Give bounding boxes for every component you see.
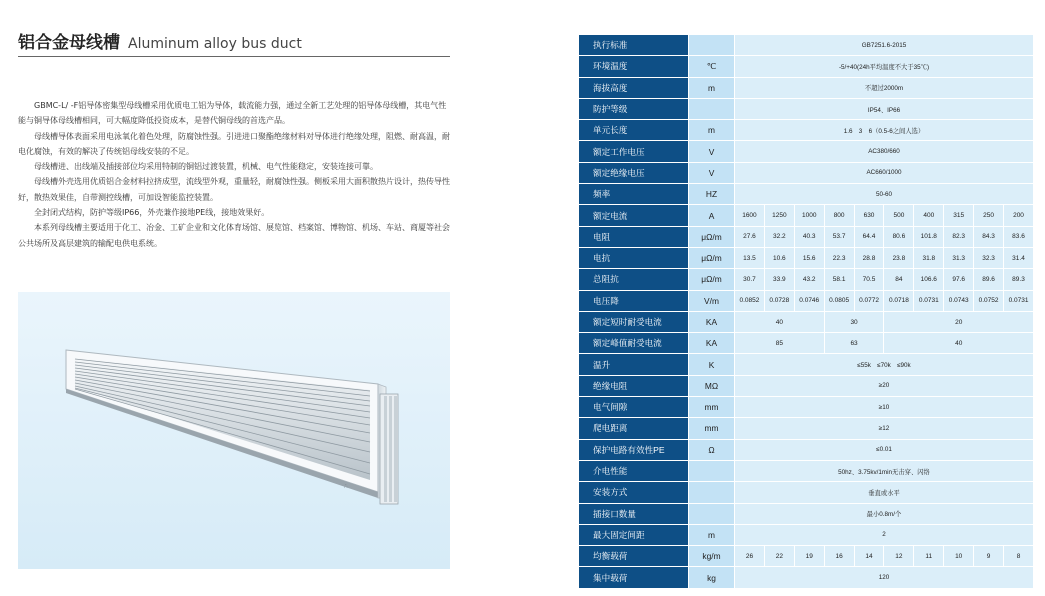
title-chinese: 铝合金母线槽 xyxy=(18,33,120,53)
spec-cell: 1250 xyxy=(764,205,794,226)
spec-row xyxy=(579,77,1034,98)
spec-cell: 200 xyxy=(1004,205,1034,226)
spec-cell: 1000 xyxy=(794,205,824,226)
spec-name: 均衡载荷 xyxy=(579,546,689,567)
spec-unit: KA xyxy=(689,311,735,332)
spec-cell: 53.7 xyxy=(824,226,854,247)
spec-value: ≥12 xyxy=(735,418,1034,439)
spec-name: 总阻抗 xyxy=(579,269,689,290)
spec-name: 爬电距离 xyxy=(579,418,689,439)
spec-name: 介电性能 xyxy=(579,460,689,481)
description-paragraph: 本系列母线槽主要适用于化工、冶金、工矿企业和文化体育场馆、展览馆、档案馆、博物馆、机场、车站、商厦等社会公共场所及高层建筑的输配电供电系统。 xyxy=(18,223,450,248)
spec-unit: A xyxy=(689,205,735,226)
spec-cell: 40.3 xyxy=(794,226,824,247)
spec-cell: 80.6 xyxy=(884,226,914,247)
spec-row xyxy=(579,56,1034,77)
spec-value: 最小0.8m/个 xyxy=(735,503,1034,524)
spec-cell: 500 xyxy=(884,205,914,226)
spec-cell: 0.0772 xyxy=(854,290,884,311)
spec-row xyxy=(579,35,1034,56)
spec-value: 不超过2000m xyxy=(735,77,1034,98)
spec-name: 安装方式 xyxy=(579,482,689,503)
description-paragraph: 全封闭式结构，防护等级IP66，外壳兼作接地PE线，接地效果好。 xyxy=(34,208,270,218)
spec-cell: 89.3 xyxy=(1004,269,1034,290)
spec-name: 电压降 xyxy=(579,290,689,311)
spec-row xyxy=(579,524,1034,545)
spec-row xyxy=(579,503,1034,524)
spec-cell: 63 xyxy=(824,333,884,354)
spec-unit: kg/m xyxy=(689,546,735,567)
spec-value: IP54、IP66 xyxy=(735,98,1034,119)
spec-row xyxy=(579,333,1034,354)
spec-cell: 0.0852 xyxy=(735,290,765,311)
spec-cell: 31.3 xyxy=(944,247,974,268)
spec-cell: 8 xyxy=(1004,546,1034,567)
spec-cell: 22 xyxy=(764,546,794,567)
description-paragraph: 母线槽导体表面采用电泳氧化着色处理，防腐蚀性强。引进进口聚酯绝缘材料对导体进行绝缘处理，阻燃、耐高温，耐电化腐蚀，有效的解决了传统铝母线安装的不足。 xyxy=(18,131,450,156)
spec-value: 50hz、3.75kv/1min无击穿、闪络 xyxy=(735,460,1034,481)
spec-cell: 31.4 xyxy=(1004,247,1034,268)
spec-cell: 84 xyxy=(884,269,914,290)
spec-cell: 97.6 xyxy=(944,269,974,290)
spec-cell: 800 xyxy=(824,205,854,226)
title-english: Aluminum alloy bus duct xyxy=(128,36,302,52)
spec-name: 电抗 xyxy=(579,247,689,268)
spec-cell: 84.3 xyxy=(974,226,1004,247)
spec-value: AC660/1000 xyxy=(735,162,1034,183)
spec-name: 频率 xyxy=(579,184,689,205)
spec-value: 1.6 3 6（0.5-6之间人选） xyxy=(735,120,1034,141)
spec-cell: 32.3 xyxy=(974,247,1004,268)
spec-name: 插接口数量 xyxy=(579,503,689,524)
photo-logo: ∴ xyxy=(344,483,348,490)
spec-name: 额定峰值耐受电流 xyxy=(579,333,689,354)
spec-table-body xyxy=(579,35,1034,589)
page-title xyxy=(18,28,302,53)
spec-cell: 0.0728 xyxy=(764,290,794,311)
spec-unit xyxy=(689,98,735,119)
spec-unit: Ω xyxy=(689,439,735,460)
spec-cell: 0.0805 xyxy=(824,290,854,311)
spec-unit: mm xyxy=(689,418,735,439)
spec-unit: μΩ/m xyxy=(689,226,735,247)
spec-row xyxy=(579,397,1034,418)
spec-cell: 23.8 xyxy=(884,247,914,268)
spec-value: ≥20 xyxy=(735,375,1034,396)
spec-row xyxy=(579,184,1034,205)
spec-value: -5/+40(24h平均温度不大于35℃) xyxy=(735,56,1034,77)
spec-row xyxy=(579,162,1034,183)
spec-row xyxy=(579,546,1034,567)
spec-cell: 16 xyxy=(824,546,854,567)
spec-value: 120 xyxy=(735,567,1034,588)
spec-row xyxy=(579,439,1034,460)
spec-cell: 0.0731 xyxy=(914,290,944,311)
spec-row xyxy=(579,354,1034,375)
spec-cell: 32.2 xyxy=(764,226,794,247)
spec-unit: KA xyxy=(689,333,735,354)
spec-cell: 315 xyxy=(944,205,974,226)
spec-name: 防护等级 xyxy=(579,98,689,119)
spec-name: 额定绝缘电压 xyxy=(579,162,689,183)
spec-unit: μΩ/m xyxy=(689,269,735,290)
spec-cell: 30 xyxy=(824,311,884,332)
spec-name: 额定工作电压 xyxy=(579,141,689,162)
spec-cell: 10.6 xyxy=(764,247,794,268)
spec-name: 电阻 xyxy=(579,226,689,247)
spec-unit: mm xyxy=(689,397,735,418)
spec-cell: 0.0752 xyxy=(974,290,1004,311)
spec-row xyxy=(579,460,1034,481)
spec-unit: K xyxy=(689,354,735,375)
spec-value: 50-60 xyxy=(735,184,1034,205)
spec-cell: 22.3 xyxy=(824,247,854,268)
spec-name: 保护电路有效性PE xyxy=(579,439,689,460)
spec-value: 2 xyxy=(735,524,1034,545)
spec-value: ≥10 xyxy=(735,397,1034,418)
spec-cell: 15.6 xyxy=(794,247,824,268)
description-paragraph: GBMC-L/ -F铝导体密集型母线槽采用优质电工铝为导体，载流能力强，通过全新工艺处理的铝导体母线槽，其电气性能与铜导体母线槽相同，可大幅度降低投资成本，是替代铜母线的首选产品。 xyxy=(18,101,447,126)
spec-unit: ℃ xyxy=(689,56,735,77)
spec-name: 海拔高度 xyxy=(579,77,689,98)
spec-unit: kg xyxy=(689,567,735,588)
spec-cell: 12 xyxy=(884,546,914,567)
spec-value: ≤55k ≤70k ≤90k xyxy=(735,354,1034,375)
spec-row xyxy=(579,375,1034,396)
spec-cell: 0.0743 xyxy=(944,290,974,311)
spec-cell: 250 xyxy=(974,205,1004,226)
spec-unit: V/m xyxy=(689,290,735,311)
spec-cell: 10 xyxy=(944,546,974,567)
description-paragraph: 母线槽进、出线端及插接部位均采用特制的铜铝过渡装置，机械、电气性能稳定，安装连接可靠。 xyxy=(34,162,378,172)
spec-cell: 9 xyxy=(974,546,1004,567)
spec-cell: 70.5 xyxy=(854,269,884,290)
spec-unit: μΩ/m xyxy=(689,247,735,268)
spec-cell: 20 xyxy=(884,311,1034,332)
spec-unit xyxy=(689,503,735,524)
spec-name: 执行标准 xyxy=(579,35,689,56)
spec-cell: 0.0718 xyxy=(884,290,914,311)
spec-value: GB7251.6-2015 xyxy=(735,35,1034,56)
spec-row xyxy=(579,98,1034,119)
spec-unit xyxy=(689,460,735,481)
spec-cell: 40 xyxy=(884,333,1034,354)
spec-name: 电气间隙 xyxy=(579,397,689,418)
spec-cell: 28.8 xyxy=(854,247,884,268)
spec-value: 垂直或水平 xyxy=(735,482,1034,503)
bus-duct-illustration xyxy=(18,292,450,569)
spec-cell: 26 xyxy=(735,546,765,567)
spec-cell: 101.8 xyxy=(914,226,944,247)
spec-cell: 11 xyxy=(914,546,944,567)
spec-cell: 40 xyxy=(735,311,825,332)
spec-unit: V xyxy=(689,141,735,162)
spec-row xyxy=(579,247,1034,268)
spec-unit: V xyxy=(689,162,735,183)
spec-name: 额定电流 xyxy=(579,205,689,226)
spec-unit: m xyxy=(689,77,735,98)
spec-name: 额定短时耐受电流 xyxy=(579,311,689,332)
spec-cell: 27.6 xyxy=(735,226,765,247)
spec-cell: 400 xyxy=(914,205,944,226)
spec-row xyxy=(579,205,1034,226)
spec-name: 集中载荷 xyxy=(579,567,689,588)
spec-value: AC380/660 xyxy=(735,141,1034,162)
spec-cell: 64.4 xyxy=(854,226,884,247)
spec-name: 温升 xyxy=(579,354,689,375)
spec-cell: 630 xyxy=(854,205,884,226)
title-divider xyxy=(18,56,450,57)
bus-duct-photo xyxy=(18,292,450,569)
spec-row xyxy=(579,311,1034,332)
spec-row xyxy=(579,482,1034,503)
spec-unit xyxy=(689,35,735,56)
spec-cell: 83.6 xyxy=(1004,226,1034,247)
spec-cell: 82.3 xyxy=(944,226,974,247)
spec-cell: 58.1 xyxy=(824,269,854,290)
spec-cell: 0.0746 xyxy=(794,290,824,311)
spec-unit: MΩ xyxy=(689,375,735,396)
spec-row xyxy=(579,226,1034,247)
spec-table xyxy=(578,34,1034,589)
spec-name: 最大固定间距 xyxy=(579,524,689,545)
product-description xyxy=(18,98,450,251)
spec-name: 绝缘电阻 xyxy=(579,375,689,396)
spec-cell: 19 xyxy=(794,546,824,567)
spec-cell: 0.0731 xyxy=(1004,290,1034,311)
spec-row xyxy=(579,269,1034,290)
spec-cell: 30.7 xyxy=(735,269,765,290)
spec-row xyxy=(579,120,1034,141)
spec-value: ≤0.01 xyxy=(735,439,1034,460)
spec-cell: 31.8 xyxy=(914,247,944,268)
spec-cell: 33.9 xyxy=(764,269,794,290)
spec-row xyxy=(579,567,1034,588)
spec-cell: 89.6 xyxy=(974,269,1004,290)
spec-unit: m xyxy=(689,120,735,141)
spec-cell: 43.2 xyxy=(794,269,824,290)
spec-row xyxy=(579,290,1034,311)
spec-unit: m xyxy=(689,524,735,545)
spec-unit: HZ xyxy=(689,184,735,205)
spec-unit xyxy=(689,482,735,503)
description-paragraph: 母线槽外壳选用优质铝合金材料拉挤成型，流线型外观，重量轻，耐腐蚀性强。侧板采用大面积散热片设计，热传导性好，散热效果佳，自带测控线槽，可加设智能监控装置。 xyxy=(18,177,450,202)
spec-cell: 85 xyxy=(735,333,825,354)
spec-cell: 106.6 xyxy=(914,269,944,290)
spec-cell: 14 xyxy=(854,546,884,567)
spec-row xyxy=(579,418,1034,439)
spec-row xyxy=(579,141,1034,162)
spec-name: 单元长度 xyxy=(579,120,689,141)
spec-cell: 13.5 xyxy=(735,247,765,268)
spec-name: 环境温度 xyxy=(579,56,689,77)
spec-cell: 1600 xyxy=(735,205,765,226)
